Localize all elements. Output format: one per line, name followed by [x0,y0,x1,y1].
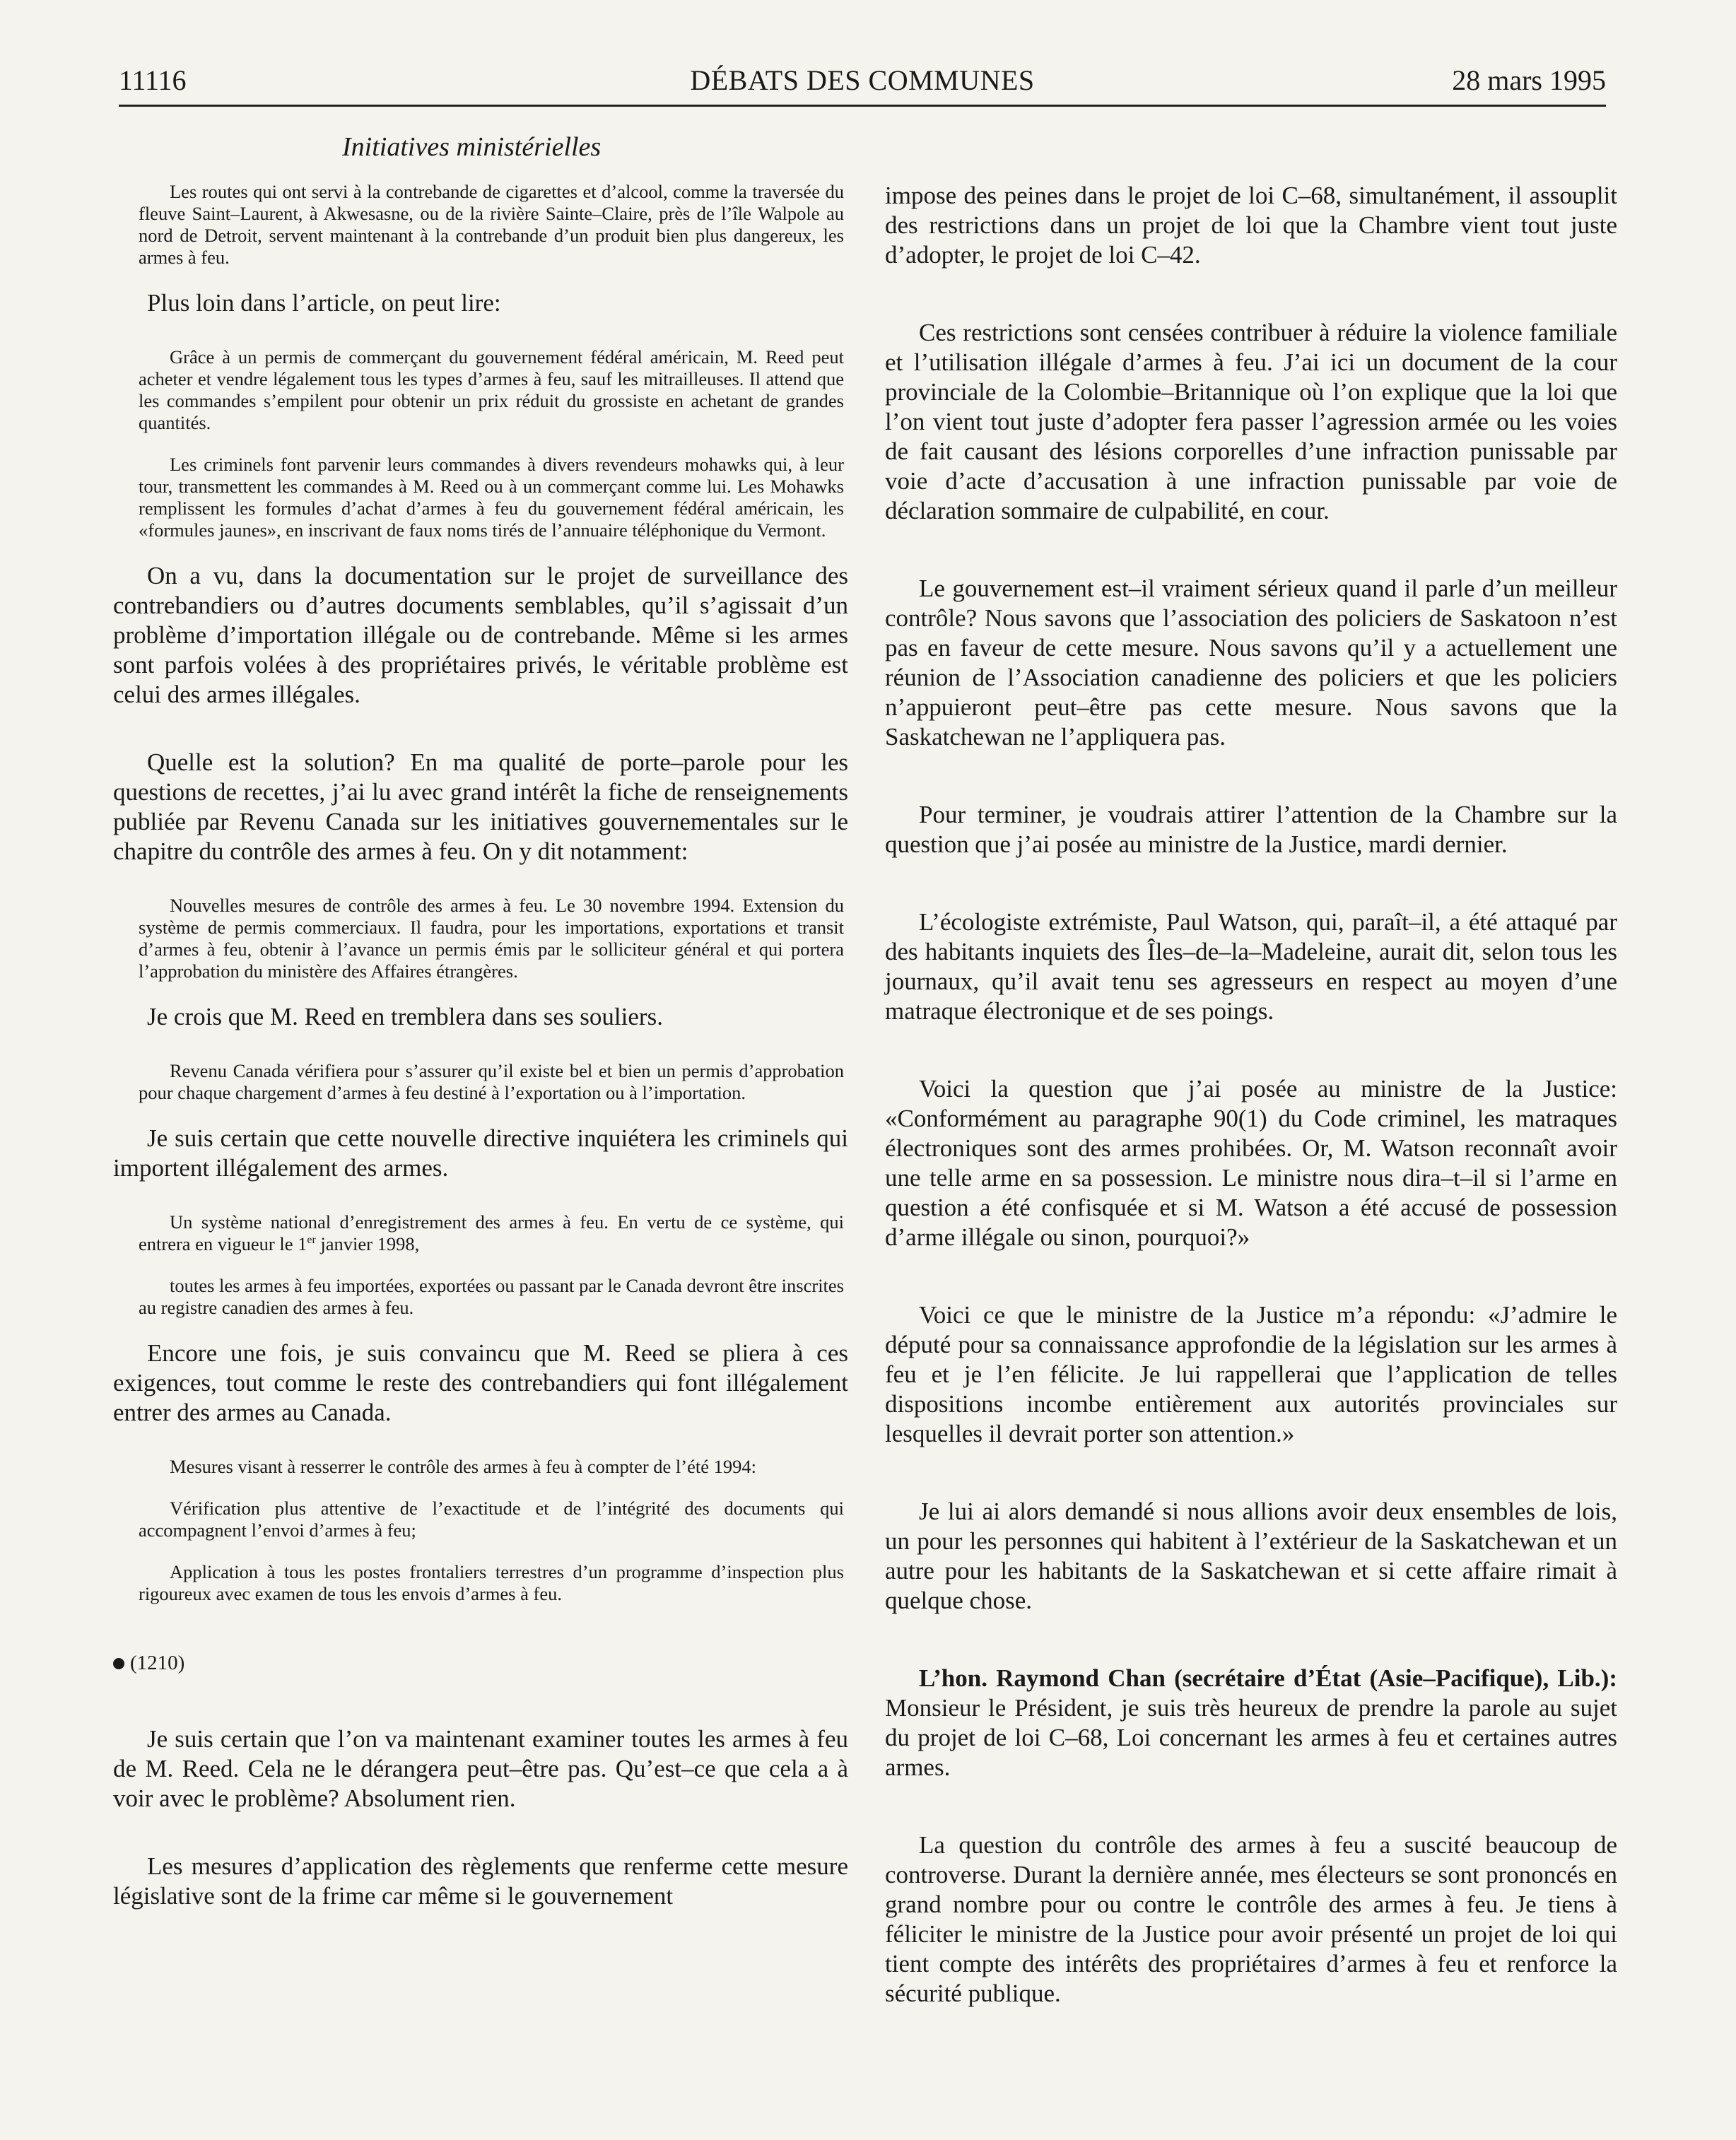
left-column [113,181,848,1949]
quote-paragraph: toutes les armes à feu importées, exportées ou passant par le Canada devront être inscrites au registre canadien des armes à feu. [139,1275,844,1318]
body-paragraph: Quelle est la solution? En ma qualité de porte–parole pour les questions de recettes, j’ai lu avec grand intérêt la fiche de renseignements publiée par Revenu Canada sur les initiatives gouvernementales sur le chapitre du contrôle des armes à feu. On y dit notamment: [113,748,848,865]
body-paragraph: La question du contrôle des armes à feu a suscité beaucoup de controverse. Durant la dernière année, mes électeurs se sont prononcés en grand nombre pour ou contre le contrôle des armes à feu. Je tiens à féliciter le ministre de la Justice pour avoir présenté un projet de loi qui tient compte des intérêts des propriétaires d’armes à feu et renforce la sécurité publique. [885,1831,1617,2007]
page-header [119,59,1606,107]
body-paragraph: impose des peines dans le projet de loi C–68, simultanément, il assouplit des restrictions dans un projet de loi que la Chambre vient tout juste d’adopter, le projet de loi C–42. [885,182,1617,269]
body-paragraph: Ces restrictions sont censées contribuer à réduire la violence familiale et l’utilisation illégale d’armes à feu. J’ai ici un document de la cour provinciale de la Colombie–Britannique où l’on explique que la loi que l’on vient tout juste d’adopter fera passer l’agression armée ou les voies de fait causant des lésions corporelles d’une infraction punissable par voie d’acte d’accusation à une infraction punissable par voie de déclaration sommaire de culpabilité, en cour. [885,319,1617,524]
speaker-name: L’hon. Raymond Chan (secrétaire d’État (Asie–Pacifique), Lib.): [919,1664,1617,1692]
body-paragraph: Le gouvernement est–il vraiment sérieux quand il parle d’un meilleur contrôle? Nous savons que l’association des policiers de Saskatoon n’est pas en faveur de cette mesure. Nous savons qu’il y a actuellement une réunion de l’Association canadienne des policiers et que les policiers n’appuieront peut–être pas cette mesure. Nous savons que la Saskatchewan ne l’appliquera pas. [885,575,1617,751]
body-paragraph: L’écologiste extrémiste, Paul Watson, qui, paraît–il, a été attaqué par des habitants inquiets des Îles–de–la–Madeleine, aurait dit, selon tous les journaux, qu’il avait tenu ses agresseurs en respect au moyen d’une matraque électronique et de ses poings. [885,908,1617,1025]
body-paragraph: Je lui ai alors demandé si nous allions avoir deux ensembles de lois, un pour les personnes qui habitent à l’extérieur de la Saskatchewan et un autre pour les habitants de la Saskatchewan et si cette affaire rimait à quelque chose. [885,1498,1617,1614]
body-paragraph: Je suis certain que l’on va maintenant examiner toutes les armes à feu de M. Reed. Cela ne le dérangera peut–être pas. Qu’est–ce que cela a à voir avec le problème? Absolument rien. [113,1725,848,1812]
body-paragraph: On a vu, dans la documentation sur le projet de surveillance des contrebandiers ou d’autres documents semblables, qu’il s’agissait d’un problème d’importation illégale ou de contrebande. Même si les armes sont parfois volées à des propriétaires privés, le véritable problème est celui des armes illégales. [113,562,848,708]
quote-paragraph: Mesures visant à resserrer le contrôle des armes à feu à compter de l’été 1994: [170,1456,756,1477]
speech-paragraph [885,1664,1617,1782]
body-paragraph: Pour terminer, je voudrais attirer l’attention de la Chambre sur la question que j’ai posée au ministre de la Justice, mardi dernier. [885,801,1617,858]
quote-text: janvier 1998, [315,1233,420,1254]
time-marker [113,1652,848,1675]
publication-title: DÉBATS DES COMMUNES [690,64,1035,96]
ordinal-superscript: er [307,1234,316,1247]
body-paragraph: Plus loin dans l’article, on peut lire: [147,289,501,317]
body-paragraph: Voici la question que j’ai posée au ministre de la Justice: «Conformément au paragraphe 90(1) du Code criminel, les matraques électroniques sont des armes prohibées. Or, M. Watson reconnaît avoir une telle arme en sa possession. Le ministre nous dira–t–il si l’arme en question a été confisquée et si M. Watson a été accusé de possession d’arme illégale ou sinon, pourquoi?» [885,1075,1617,1251]
quote-paragraph: Grâce à un permis de commerçant du gouvernement fédéral américain, M. Reed peut acheter et vendre légalement tous les types d’armes à feu, sauf les mitrailleuses. Il attend que les commandes s’empilent pour obtenir un prix réduit du grossiste en achetant de grandes quantités. [139,346,844,433]
quote-paragraph: Les criminels font parvenir leurs commandes à divers revendeurs mohawks qui, à leur tour, transmettent les commandes à M. Reed ou à un commerçant comme lui. Les Mohawks remplissent les formules d’achat d’armes à feu du gouvernement fédéral américain, les «formules jaunes», en inscrivant de faux noms tirés de l’annuaire téléphonique du Vermont. [139,454,844,541]
quote-paragraph [113,1211,848,1255]
quote-paragraph: Revenu Canada vérifiera pour s’assurer qu’il existe bel et bien un permis d’approbation pour chaque chargement d’armes à feu destiné à l’exportation ou à l’importation. [139,1060,844,1103]
header-date: 28 mars 1995 [1452,64,1606,96]
quote-text: Un système national d’enregistrement des armes à feu. En vertu de ce système, qui entrera en vigueur le 1 [139,1211,844,1254]
quote-paragraph: Vérification plus attentive de l’exactitude et de l’intégrité des documents qui accompagnent l’envoi d’armes à feu; [139,1498,844,1541]
right-column [885,181,1617,2057]
body-paragraph: Je crois que M. Reed en tremblera dans ses souliers. [147,1003,663,1030]
bullet-icon [113,1658,124,1669]
speech-text: Monsieur le Président, je suis très heureux de prendre la parole au sujet du projet de loi C–68, Loi concernant les armes à feu et certaines autres armes. [885,1694,1617,1781]
body-paragraph: Encore une fois, je suis convaincu que M. Reed se pliera à ces exigences, tout comme le reste des contrebandiers qui font illégalement entrer des armes au Canada. [113,1339,848,1426]
body-paragraph: Voici ce que le ministre de la Justice m’a répondu: «J’admire le député pour sa connaissance approfondie de la législation sur les armes à feu et je l’en félicite. Je lui rappellerai que l’application de telles dispositions incombe entièrement aux autorités provinciales sur lesquelles il devrait porter son attention.» [885,1301,1617,1447]
body-paragraph: Je suis certain que cette nouvelle directive inquiétera les criminels qui importent illégalement des armes. [113,1124,848,1182]
section-heading: Initiatives ministérielles [342,132,602,162]
body-paragraph: Les mesures d’application des règlements que renferme cette mesure législative sont de la frime car même si le gouvernement [113,1852,848,1910]
page-number: 11116 [119,64,187,96]
quote-paragraph: Application à tous les postes frontaliers terrestres d’un programme d’inspection plus rigoureux avec examen de tous les envois d’armes à feu. [139,1561,844,1604]
time-stamp: (1210) [130,1652,185,1674]
quote-paragraph: Les routes qui ont servi à la contrebande de cigarettes et d’alcool, comme la traversée du fleuve Saint–Laurent, à Akwesasne, ou de la rivière Sainte–Claire, près de l’île Walpole au nord de Detroit, servent maintenant à la contrebande d’un produit bien plus dangereux, les armes à feu. [139,181,844,268]
quote-paragraph: Nouvelles mesures de contrôle des armes à feu. Le 30 novembre 1994. Extension du système de permis commerciaux. Il faudra, pour les importations, exportations et transit d’armes à feu, obtenir à l’avance un permis émis par le solliciteur général et qui portera l’approbation du ministère des Affaires étrangères. [139,895,844,982]
